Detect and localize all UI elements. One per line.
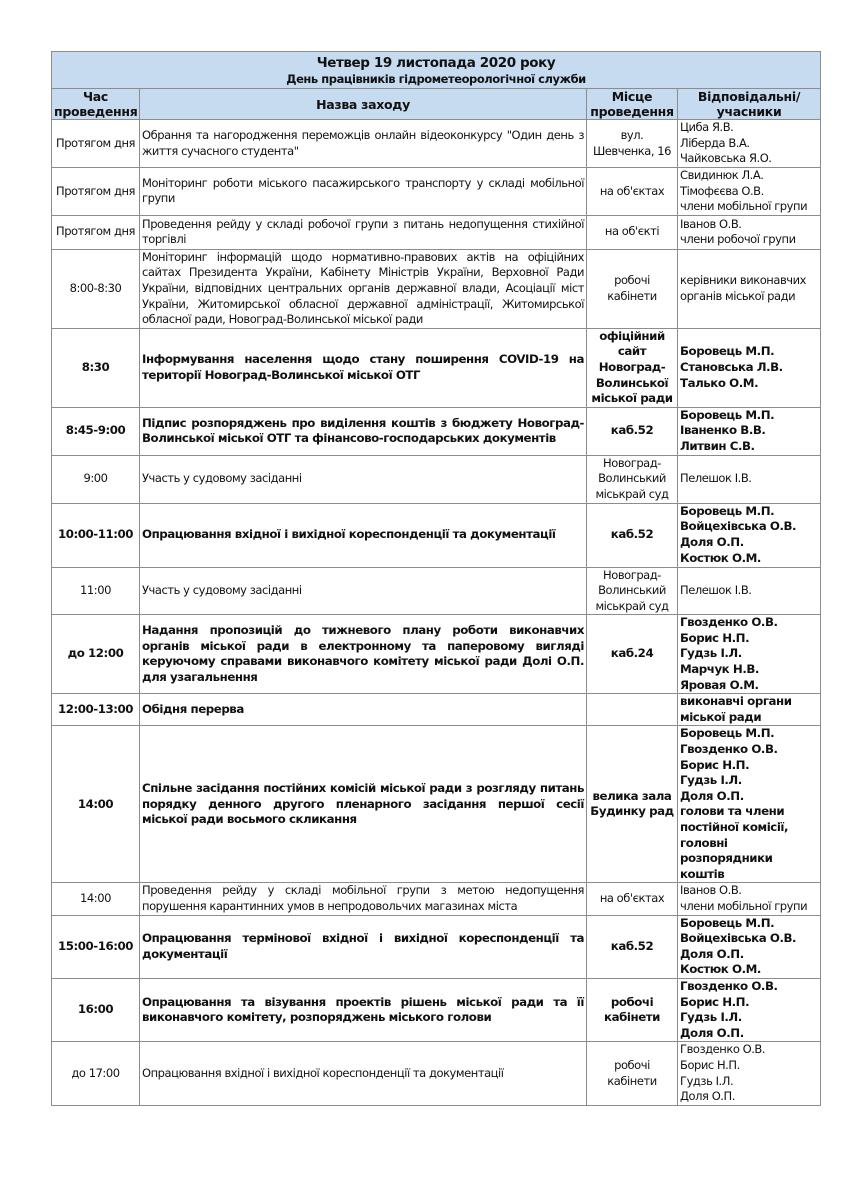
event-responsible	[678, 915, 821, 978]
responsible-person: Чайковська Я.О.	[680, 151, 772, 166]
schedule-table	[51, 51, 821, 1106]
responsible-person: Борис Н.П.	[680, 1057, 740, 1072]
table-row	[52, 915, 821, 978]
event-title: Участь у судовому засіданні	[140, 567, 587, 615]
table-row	[52, 694, 821, 726]
responsible-person: Гудзь І.Л.	[680, 773, 742, 788]
event-place: робочі кабінети	[587, 1042, 678, 1105]
responsible-person: Борис Н.П.	[680, 994, 750, 1009]
responsible-person: члени мобільної групи	[680, 199, 808, 214]
responsible-person: виконавчі органи міської ради	[680, 694, 792, 724]
responsible-person: Гудзь І.Л.	[680, 1010, 742, 1025]
schedule-sheet	[51, 51, 820, 1106]
table-row	[52, 168, 821, 216]
event-place: каб.52	[587, 503, 678, 567]
event-time: 8:30	[52, 328, 140, 407]
event-title: Опрацювання термінової вхідної і вихідної кореспонденції та документації	[140, 915, 587, 978]
responsible-person: Костюк О.М.	[680, 550, 761, 565]
event-responsible	[678, 328, 821, 407]
event-time: 12:00-13:00	[52, 694, 140, 726]
event-title: Обрання та нагородження переможців онлайн відеоконкурсу "Один день з життя сучасного студента"	[140, 120, 587, 168]
event-responsible	[678, 1042, 821, 1105]
responsible-person: Гудзь І.Л.	[680, 1073, 734, 1088]
responsible-person: Ліберда В.А.	[680, 135, 750, 150]
responsible-person: Боровець М.П.	[680, 915, 775, 930]
event-title: Опрацювання вхідної і вихідної кореспонденції та документації	[140, 1042, 587, 1105]
event-place: каб.52	[587, 407, 678, 455]
responsible-person: члени мобільної групи	[680, 898, 808, 913]
responsible-person: Гвозденко О.В.	[680, 978, 778, 993]
event-title: Обідня перерва	[140, 694, 587, 726]
event-time: 14:00	[52, 726, 140, 883]
responsible-person: Доля О.П.	[680, 1025, 744, 1040]
event-title: Участь у судовому засіданні	[140, 455, 587, 503]
event-time: до 17:00	[52, 1042, 140, 1105]
event-place	[587, 694, 678, 726]
event-responsible	[678, 503, 821, 567]
event-title: Надання пропозицій до тижневого плану роботи виконавчих органів міської ради в електронному та паперовому вигляді керуючому справами виконавчого комітету міської ради Долі О.П. для узагальнення	[140, 615, 587, 694]
responsible-person: Пелешок І.В.	[680, 471, 752, 486]
table-row	[52, 567, 821, 615]
schedule-body	[52, 120, 821, 1106]
event-time: 8:00-8:30	[52, 249, 140, 328]
event-time: 9:00	[52, 455, 140, 503]
event-responsible	[678, 615, 821, 694]
event-place: робочі кабінети	[587, 249, 678, 328]
responsible-person: Доля О.П.	[680, 946, 744, 961]
responsible-person: Войцехівська О.В.	[680, 519, 797, 534]
responsible-person: Боровець М.П.	[680, 503, 775, 518]
event-place: вул. Шевченка, 16	[587, 120, 678, 168]
event-time: 16:00	[52, 978, 140, 1041]
event-time: 10:00-11:00	[52, 503, 140, 567]
day-title: Четвер 19 листопада 2020 року	[316, 54, 556, 71]
table-row	[52, 455, 821, 503]
responsible-person: Войцехівська О.В.	[680, 931, 797, 946]
column-header-title: Назва заходу	[140, 89, 587, 120]
table-row	[52, 1042, 821, 1105]
responsible-person: Гвозденко О.В.	[680, 1042, 766, 1057]
event-title: Опрацювання вхідної і вихідної кореспонденції та документації	[140, 503, 587, 567]
event-time: 15:00-16:00	[52, 915, 140, 978]
table-row	[52, 615, 821, 694]
event-responsible	[678, 726, 821, 883]
table-row	[52, 978, 821, 1041]
responsible-person: Доля О.П.	[680, 1089, 735, 1104]
responsible-person: Гвозденко О.В.	[680, 742, 778, 757]
responsible-person: Свидинюк Л.А.	[680, 168, 764, 182]
event-place: каб.24	[587, 615, 678, 694]
event-responsible	[678, 407, 821, 455]
responsible-person: Становська Л.В.	[680, 359, 783, 374]
table-row	[52, 407, 821, 455]
event-title: Підпис розпоряджень про виділення коштів з бюджету Новоград-Волинської міської ОТГ та фінансово-господарських документів	[140, 407, 587, 455]
responsible-person: Пелешок І.В.	[680, 583, 752, 598]
table-row	[52, 120, 821, 168]
event-time: Протягом дня	[52, 120, 140, 168]
event-place: каб.52	[587, 915, 678, 978]
event-responsible	[678, 168, 821, 216]
event-time: 14:00	[52, 883, 140, 915]
responsible-person: Іваненко В.В.	[680, 423, 766, 438]
event-responsible	[678, 567, 821, 615]
event-responsible	[678, 455, 821, 503]
responsible-person: Яровая О.М.	[680, 677, 759, 692]
event-time: 8:45-9:00	[52, 407, 140, 455]
event-place: Новоград-Волинський міськрай суд	[587, 455, 678, 503]
column-header-place: Місце проведення	[587, 89, 678, 120]
event-title: Проведення рейду у складі мобільної групи з метою недопущення порушення карантинних умов в непродовольчих магазинах міста	[140, 883, 587, 915]
responsible-person: Тімофєєва О.В.	[680, 183, 764, 198]
table-row	[52, 328, 821, 407]
event-responsible	[678, 978, 821, 1041]
event-title: Опрацювання та візування проектів рішень міської ради та її виконавчого комітету, розпоряджень міського голови	[140, 978, 587, 1041]
event-title: Спільне засідання постійних комісій міської ради з розгляду питань порядку денного другого пленарного засідання першої сесії міської ради восьмого скликання	[140, 726, 587, 883]
event-place: велика зала Будинку рад	[587, 726, 678, 883]
responsible-person: Доля О.П.	[680, 788, 744, 803]
responsible-person: Боровець М.П.	[680, 407, 775, 422]
responsible-person: Доля О.П.	[680, 535, 744, 549]
day-header-row	[52, 52, 821, 89]
responsible-person: голови та члени постійної комісії, головні розпорядники коштів	[680, 804, 789, 881]
event-time: 11:00	[52, 567, 140, 615]
table-row	[52, 726, 821, 883]
responsible-person: Талько О.М.	[680, 375, 759, 390]
responsible-person: Борис Н.П.	[680, 757, 750, 772]
event-time: Протягом дня	[52, 215, 140, 249]
event-responsible	[678, 215, 821, 249]
day-header-cell	[52, 52, 821, 89]
table-row	[52, 503, 821, 567]
responsible-person: Боровець М.П.	[680, 344, 775, 359]
responsible-person: Борис Н.П.	[680, 630, 750, 645]
event-place: на об'єкті	[587, 215, 678, 249]
event-place: офіційний сайт Новоград-Волинської міської ради	[587, 328, 678, 407]
responsible-person: Іванов О.В.	[680, 883, 742, 898]
responsible-person: керівники виконавчих органів міської ради	[680, 273, 807, 303]
event-responsible	[678, 120, 821, 168]
responsible-person: Боровець М.П.	[680, 726, 775, 741]
event-responsible	[678, 694, 821, 726]
day-subtitle: День працівників гідрометеорологічної служби	[286, 71, 586, 86]
event-place: на об'єктах	[587, 883, 678, 915]
column-header-time: Час проведення	[52, 89, 140, 120]
event-title: Моніторинг роботи міського пасажирського транспорту у складі мобільної групи	[140, 168, 587, 216]
table-row	[52, 215, 821, 249]
column-header-responsible: Відповідальні/ учасники	[678, 89, 821, 120]
event-title: Проведення рейду у складі робочої групи з питань недопущення стихійної торгівлі	[140, 215, 587, 249]
event-place: Новоград-Волинський міськрай суд	[587, 567, 678, 615]
responsible-person: Іванов О.В.	[680, 216, 742, 231]
event-time: до 12:00	[52, 615, 140, 694]
responsible-person: Циба Я.В.	[680, 120, 734, 135]
event-title: Інформування населення щодо стану поширення COVID-19 на території Новоград-Волинської міської ОТГ	[140, 328, 587, 407]
event-responsible	[678, 249, 821, 328]
responsible-person: Гвозденко О.В.	[680, 615, 778, 630]
table-row	[52, 883, 821, 915]
event-title: Моніторинг інформацій щодо нормативно-правових актів на офіційних сайтах Президента України, Кабінету Міністрів України, Верховної Ради України, відповідних центральних органів державної влади, Асоціації міст України, Житомирської обласної державної адміністрації, Житомирської обласної ради, Новоград-Волинської міської ради	[140, 249, 587, 328]
responsible-person: Костюк О.М.	[680, 962, 761, 977]
event-time: Протягом дня	[52, 168, 140, 216]
column-header-row	[52, 89, 821, 120]
event-place: на об'єктах	[587, 168, 678, 216]
responsible-person: Гудзь І.Л.	[680, 646, 742, 661]
event-place: робочі кабінети	[587, 978, 678, 1041]
event-responsible	[678, 883, 821, 915]
responsible-person: члени робочої групи	[680, 232, 796, 247]
responsible-person: Литвин С.В.	[680, 439, 755, 454]
table-row	[52, 249, 821, 328]
responsible-person: Марчук Н.В.	[680, 662, 759, 677]
